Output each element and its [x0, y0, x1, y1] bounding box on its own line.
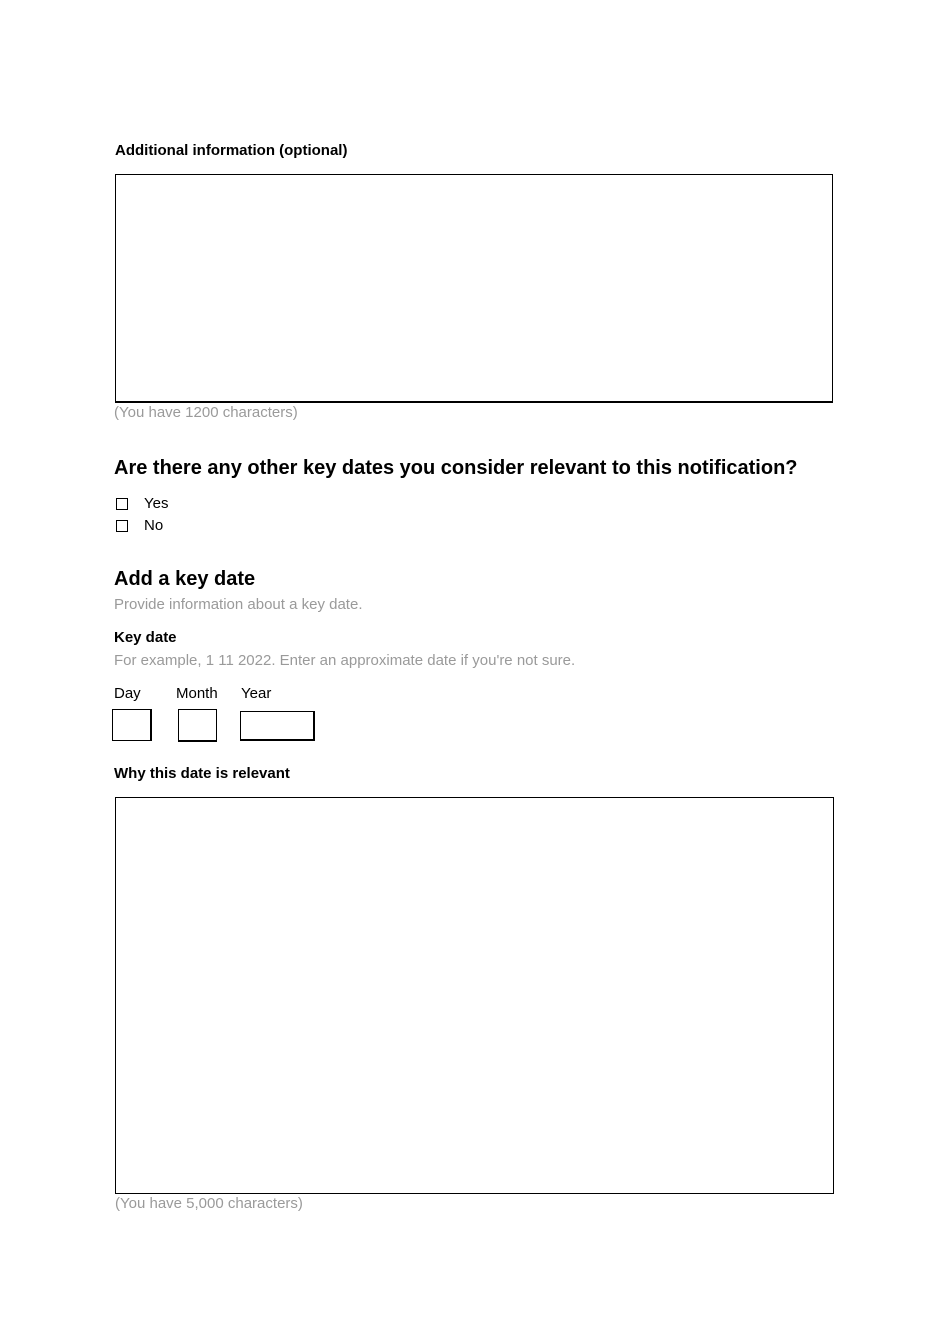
- key-date-hint: For example, 1 11 2022. Enter an approximate date if you're not sure.: [114, 652, 576, 669]
- additional-info-char-count: (You have 1200 characters): [114, 404, 298, 421]
- day-label: Day: [114, 685, 141, 702]
- option-yes-label: Yes: [144, 495, 169, 512]
- no-checkbox[interactable]: [116, 520, 128, 532]
- yes-checkbox[interactable]: [116, 498, 128, 510]
- key-dates-question: Are there any other key dates you consider relevant to this notification?: [114, 457, 798, 479]
- option-no[interactable]: [116, 517, 163, 535]
- why-relevant-char-count: (You have 5,000 characters): [115, 1195, 303, 1212]
- month-label: Month: [176, 685, 218, 702]
- why-relevant-label: Why this date is relevant: [114, 765, 290, 782]
- year-input[interactable]: [240, 711, 315, 741]
- additional-info-label: Additional information (optional): [115, 142, 348, 159]
- option-no-label: No: [144, 517, 164, 534]
- year-label: Year: [241, 685, 272, 702]
- month-input[interactable]: [178, 709, 217, 742]
- add-key-date-title: Add a key date: [114, 568, 256, 590]
- additional-info-textarea[interactable]: [115, 174, 833, 403]
- add-key-date-subtitle: Provide information about a key date.: [114, 596, 363, 613]
- option-yes[interactable]: [116, 495, 168, 513]
- key-date-label: Key date: [114, 629, 177, 646]
- day-input[interactable]: [112, 709, 152, 741]
- why-relevant-textarea[interactable]: [115, 797, 834, 1194]
